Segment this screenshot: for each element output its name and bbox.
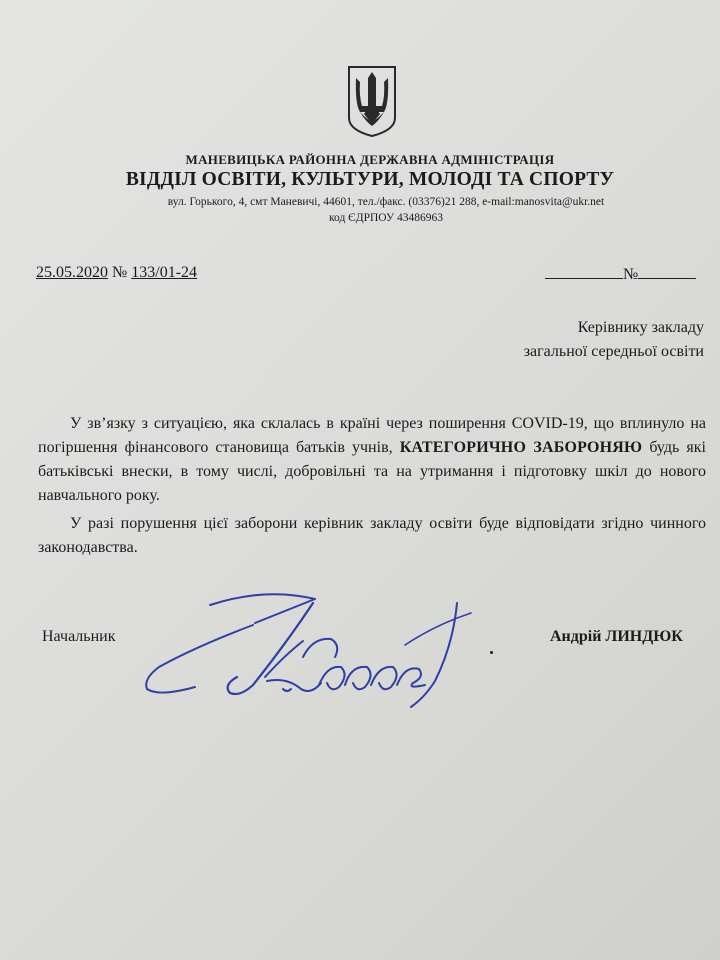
trident-emblem-icon — [346, 64, 398, 138]
addressee-line-1: Керівнику закладу — [577, 319, 704, 336]
handwritten-signature — [135, 585, 495, 725]
reference-number-sign: № — [112, 264, 128, 281]
signature-dot — [490, 651, 493, 654]
edrpou-code: код ЄДРПОУ 43486963 — [329, 212, 443, 224]
paragraph-1-end: будь які батьківські внески, в тому числі, добровільні та на утримання і підготовку шкіл до нового навчального року. — [38, 439, 706, 504]
incoming-number-sign: № — [623, 266, 639, 283]
reference-date: 25.05.2020 — [36, 264, 108, 281]
letter-body — [38, 412, 706, 560]
body-paragraph-2: У разі порушення цієї заборони керівник закладу освіти буде відповідати згідно чинного законодавства. — [38, 515, 706, 556]
reference-number: 133/01-24 — [131, 264, 198, 281]
paragraph-1-start: У зв’язку з ситуацією, яка склалась в країні через поширення COVID-19, що вплинуло на погіршення фінансового становища батьків учнів, — [38, 415, 706, 456]
body-paragraph-1 — [38, 412, 706, 508]
paragraph-1-emphasis: КАТЕГОРИЧНО ЗАБОРОНЯЮ — [399, 439, 643, 456]
department-name: ВІДДІЛ ОСВІТИ, КУЛЬТУРИ, МОЛОДІ ТА СПОРТУ — [125, 169, 615, 190]
addressee-line-2: загальної середньої освіти — [523, 343, 704, 360]
incoming-number-blank — [638, 264, 696, 279]
addressee-block — [524, 316, 704, 364]
administration-name: МАНЕВИЦЬКА РАЙОННА ДЕРЖАВНА АДМІНІСТРАЦІЯ — [185, 152, 555, 167]
signatory-name: Андрій ЛИНДЮК — [550, 628, 683, 645]
department-address: вул. Горького, 4, смт Маневичі, 44601, тел./факс. (03376)21 288, e-mail:manosvita@ukr.net — [167, 196, 605, 208]
incoming-reference — [545, 264, 696, 284]
signatory-title: Начальник — [42, 628, 116, 645]
incoming-date-blank — [545, 264, 623, 279]
outgoing-reference — [36, 264, 197, 282]
